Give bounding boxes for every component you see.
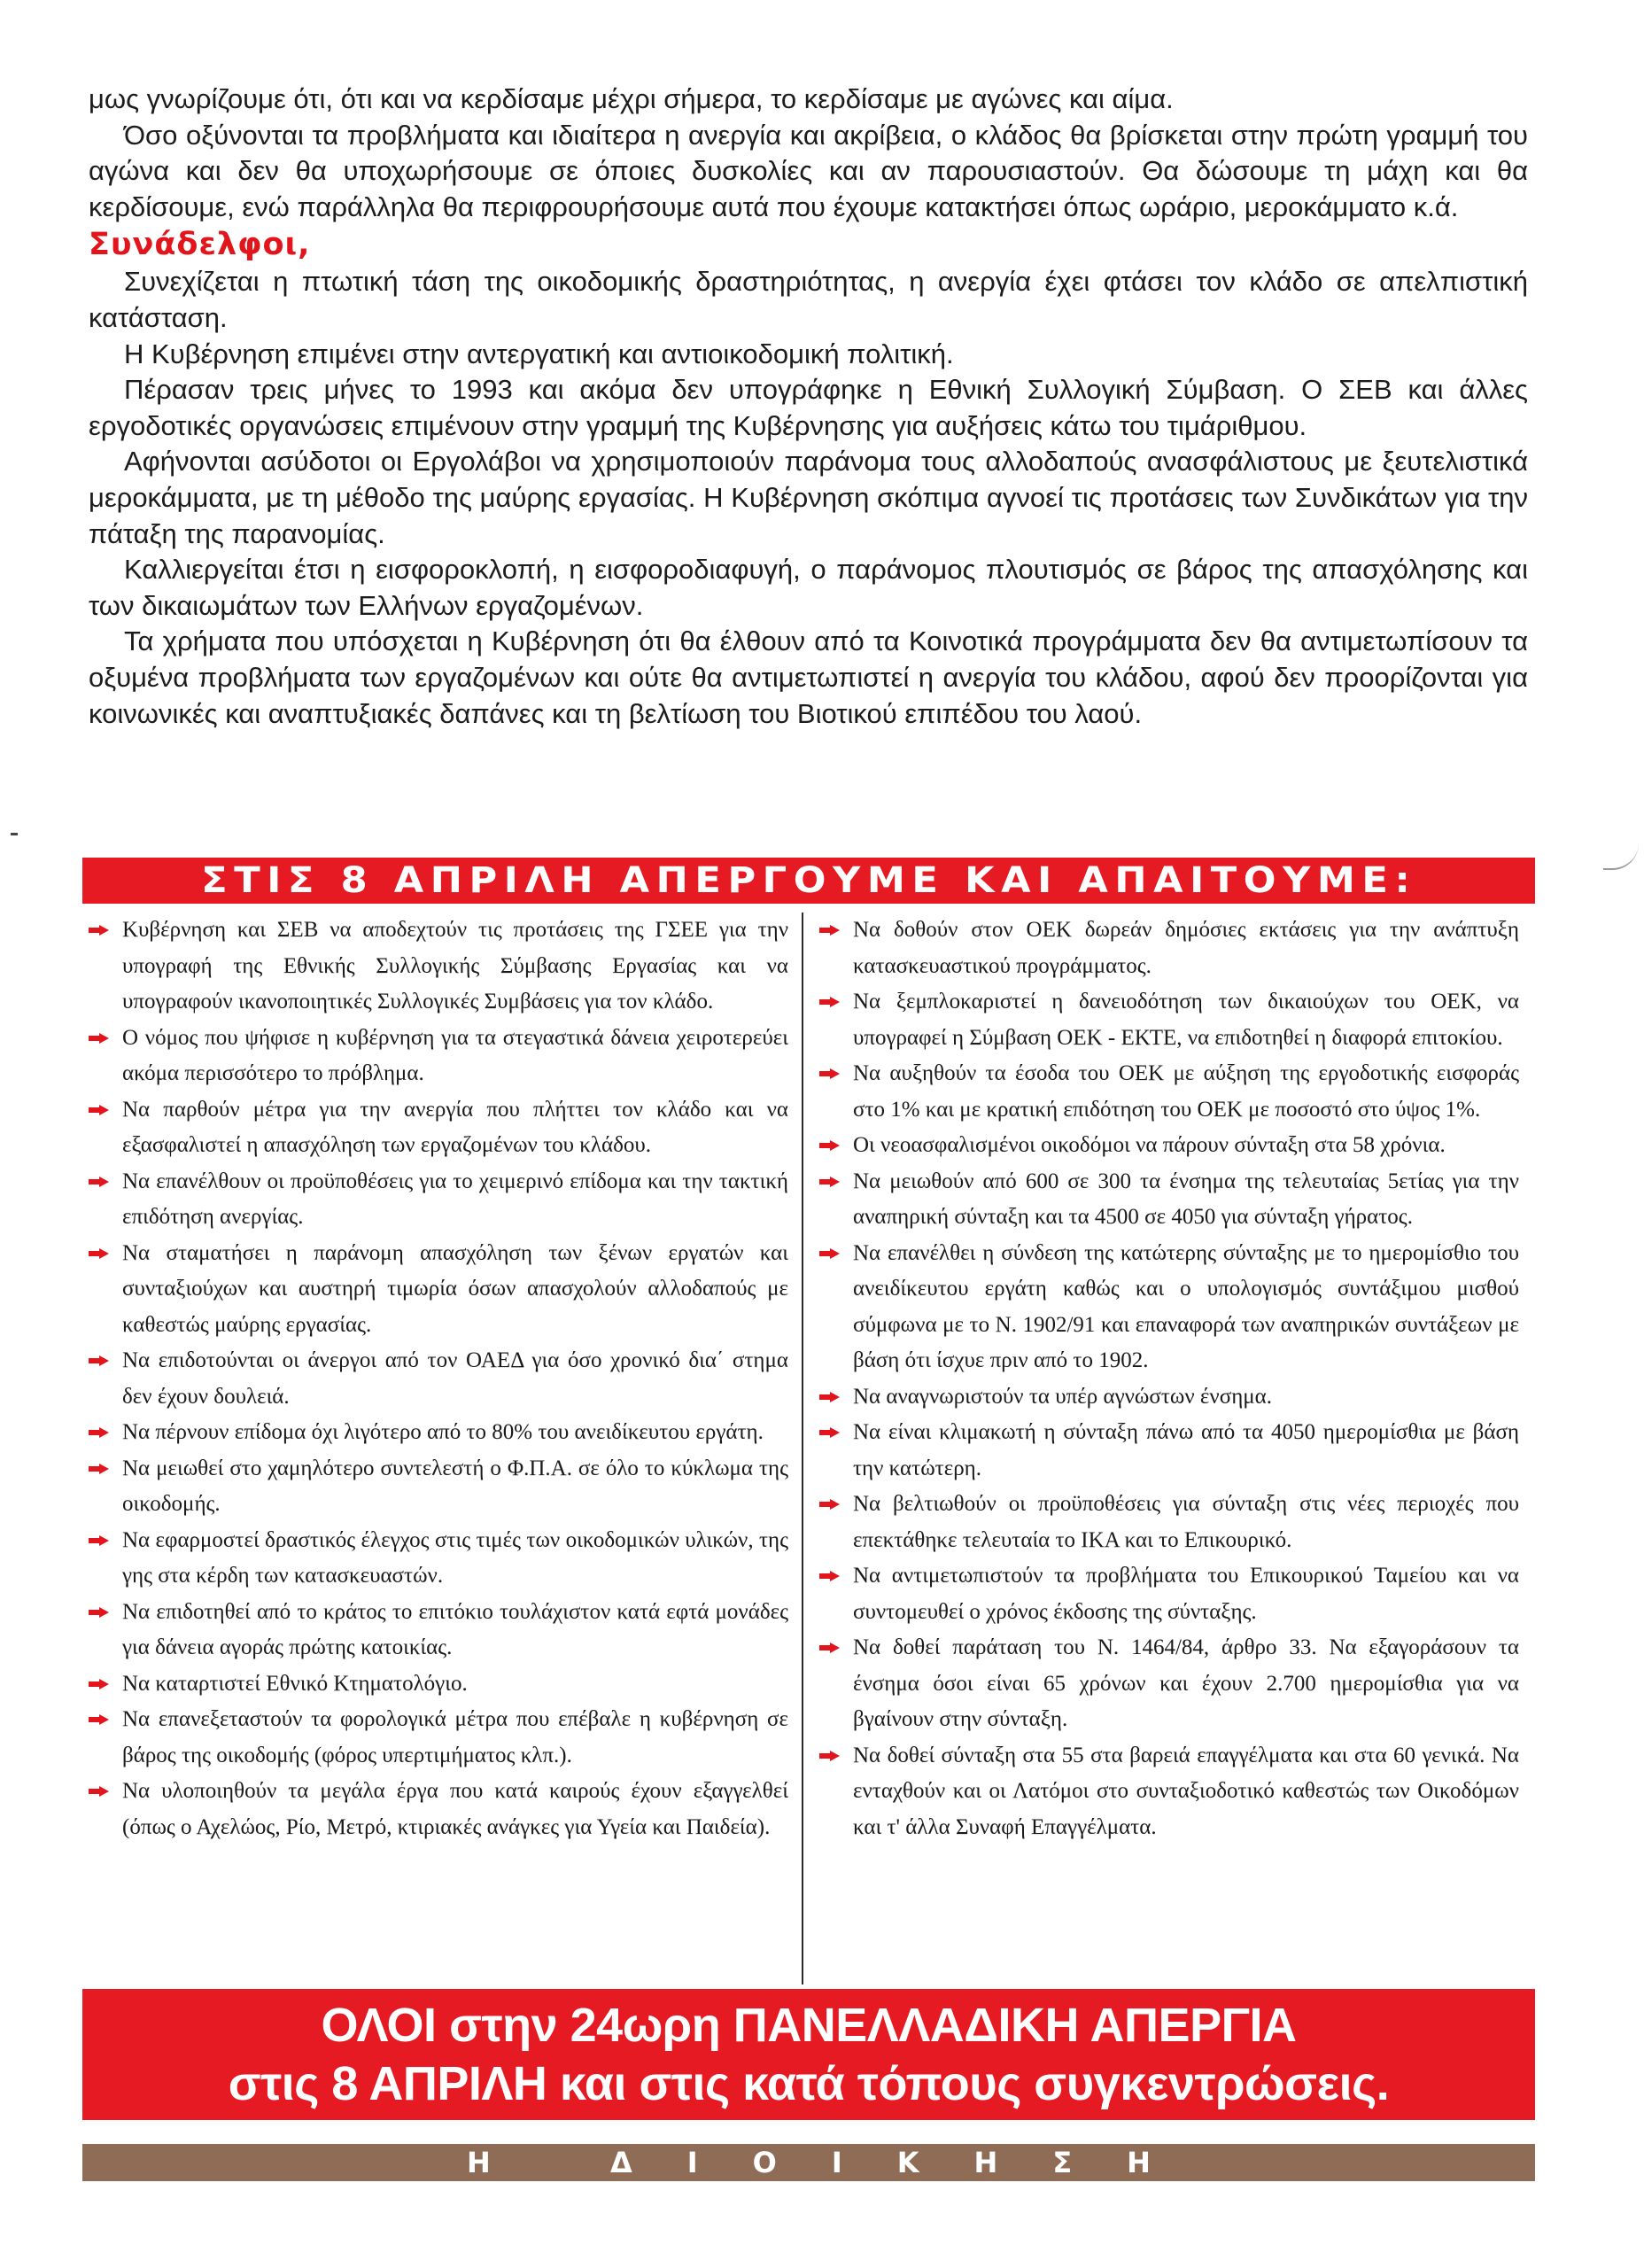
- arrow-bullet-icon: [89, 1714, 110, 1725]
- demand-text: Να επιδοτηθεί από το κράτος το επιτόκιο τουλάχιστον κατά εφτά μονάδες για δάνεια αγοράς πρώτης κατοικίας.: [122, 1599, 788, 1659]
- scan-curve: [1603, 815, 1639, 870]
- demand-text: Να είναι κλιμακωτή η σύνταξη πάνω από τα 4050 ημερομίσθια με βάση την κατώτερη.: [853, 1420, 1519, 1480]
- demand-item: [819, 1128, 1519, 1164]
- demand-item: [89, 1523, 788, 1595]
- demand-text: Να υλοποιηθούν τα μεγάλα έργα που κατά καιρούς έχουν εξαγγελθεί (όπως ο Αχελώος, Ρίο, Μετρό, κτιριακές ανάγκες για Υγεία και Παιδεία).: [122, 1779, 788, 1839]
- demand-text: Να δοθεί σύνταξη στα 55 στα βαρειά επαγγέλματα και στα 60 γενικά. Να ενταχθούν και οι Λατόμοι στο συνταξιοδοτικό καθεστώς των Οικοδόμων και τ' άλλα Συναφή Επαγγέλματα.: [853, 1743, 1519, 1839]
- strike-slogan: [82, 1989, 1535, 2120]
- paragraph-3: Πέρασαν τρεις μήνες το 1993 και ακόμα δεν υπογράφηκε η Εθνική Συλλογική Σύμβαση. Ο ΣΕΒ και άλλες εργοδοτικές οργανώσεις επιμένουν στην γραμμή της Κυβέρνησης για αυξήσεις κάτω του τιμάριθμου.: [89, 374, 1528, 441]
- demand-item: [89, 913, 788, 1021]
- paragraph-4: Αφήνονται ασύδοτοι οι Εργολάβοι να χρησιμοποιούν παράνομα τους αλλοδαπούς ανασφάλιστους με ξευτελιστικά μεροκάμματα, με τη μέθοδο της μαύρης εργασίας. Η Κυβέρνηση σκόπιμα αγνοεί τις προτάσεις των Συνδικάτων για την πάταξη της παρανομίας.: [89, 446, 1528, 549]
- arrow-bullet-icon: [89, 1679, 110, 1689]
- footer-signature: [82, 2144, 1535, 2181]
- arrow-bullet-icon: [89, 1464, 110, 1474]
- demand-item: [89, 1236, 788, 1344]
- demand-item: [819, 1630, 1519, 1738]
- demands-left-column: [89, 913, 788, 1845]
- strike-banner-text: ΣΤΙΣ 8 ΑΠΡΙΛΗ ΑΠΕΡΓΟΥΜΕ ΚΑΙ ΑΠΑΙΤΟΥΜΕ:: [200, 860, 1417, 901]
- demand-item: [819, 913, 1519, 984]
- paragraph-5: Καλλιεργείται έτσι η εισφοροκλοπή, η εισφοροδιαφυγή, ο παράνομος πλουτισμός σε βάρος της απασχόλησης και των δικαιωμάτων των Ελλήνων εργαζομένων.: [89, 554, 1528, 621]
- demand-text: Να βελτιωθούν οι προϋποθέσεις για σύνταξη στις νέες περιοχές που επεκτάθηκε τελευταία το ΙΚΑ και το Επικουρικό.: [853, 1492, 1519, 1552]
- demand-text: Να δοθούν στον ΟΕΚ δωρεάν δημόσιες εκτάσεις για την ανάπτυξη κατασκευαστικού προγράμματος.: [853, 918, 1519, 978]
- demand-item: [819, 1738, 1519, 1846]
- arrow-bullet-icon: [89, 1248, 110, 1259]
- arrow-bullet-icon: [89, 925, 110, 936]
- arrow-bullet-icon: [819, 1427, 841, 1438]
- demand-text: Να επιδοτούνται οι άνεργοι από τον ΟΑΕΔ για όσο χρονικό δια΄ στημα δεν έχουν δουλειά.: [122, 1348, 788, 1409]
- intro-line-2: Όσο οξύνονται τα προβλήματα και ιδιαίτερα η ανεργία και ακρίβεια, ο κλάδος θα βρίσκεται στην πρώτη γραμμή του αγώνα και δεν θα υποχωρήσουμε σε όποιες δυσκολίες και αν παρουσιαστούν. Θα δώσουμε τη μάχη και θα κερδίσουμε, ενώ παράλληλα θα περιφρουρήσουμε αυτά που έχουμε κατακτήσει όπως ωράριο, μεροκάμματο κ.ά.: [89, 119, 1528, 222]
- arrow-bullet-icon: [819, 1571, 841, 1581]
- arrow-bullet-icon: [819, 997, 841, 1007]
- demand-item: [819, 1379, 1519, 1416]
- arrow-bullet-icon: [89, 1355, 110, 1366]
- arrow-bullet-icon: [89, 1033, 110, 1044]
- demand-text: Να σταματήσει η παράνομη απασχόληση των ξένων εργατών και συνταξιούχων και αυστηρή τιμωρία όσων απασχολούν αλλοδαπούς με καθεστώς μαύρης εργασίας.: [122, 1240, 788, 1337]
- arrow-bullet-icon: [89, 1786, 110, 1797]
- paragraph-2: Η Κυβέρνηση επιμένει στην αντεργατική και αντιοικοδομική πολιτική.: [124, 338, 954, 369]
- arrow-bullet-icon: [89, 1535, 110, 1546]
- arrow-bullet-icon: [89, 1105, 110, 1115]
- demands-right-column: [819, 913, 1519, 1845]
- demand-text: Να μειωθούν από 600 σε 300 τα ένσημα της τελευταίας 5ετίας για την αναπηρική σύνταξη και τα 4500 σε 4050 για σύνταξη γήρατος.: [853, 1169, 1519, 1229]
- intro-text: [89, 82, 1528, 732]
- arrow-bullet-icon: [819, 1177, 841, 1187]
- arrow-bullet-icon: [819, 1392, 841, 1402]
- demand-text: Να πέρνουν επίδομα όχι λιγότερο από το 80% του ανειδίκευτου εργάτη.: [122, 1420, 764, 1444]
- demand-text: Να παρθούν μέτρα για την ανεργία που πλήττει τον κλάδο και να εξασφαλιστεί η απασχόληση των εργαζομένων του κλάδου.: [122, 1097, 788, 1157]
- paragraph-6: Τα χρήματα που υπόσχεται η Κυβέρνηση ότι θα έλθουν από τα Κοινοτικά προγράμματα δεν θα αντιμετωπίσουν τα οξυμένα προβλήματα των εργαζομένων και ούτε θα αντιμετωπιστεί η ανεργία του κλάδου, αφού δεν προορίζονται για κοινωνικές και αναπτυξιακές δαπάνες και τη βελτίωση του Βιοτικού επιπέδου του λαού.: [89, 625, 1528, 729]
- demand-item: [89, 1451, 788, 1523]
- arrow-bullet-icon: [89, 1607, 110, 1618]
- demand-text: Ο νόμος που ψήφισε η κυβέρνηση για τα στεγαστικά δάνεια χειροτερεύει ακόμα περισσότερο το πρόβλημα.: [122, 1025, 788, 1085]
- arrow-bullet-icon: [89, 1427, 110, 1438]
- arrow-bullet-icon: [819, 1140, 841, 1151]
- slogan-line-2: στις 8 ΑΠΡΙΛΗ και στις κατά τόπους συγκεντρώσεις.: [228, 2057, 1390, 2110]
- arrow-bullet-icon: [819, 1751, 841, 1761]
- demand-text: Να καταρτιστεί Εθνικό Κτηματολόγιο.: [122, 1671, 468, 1696]
- arrow-bullet-icon: [89, 1177, 110, 1187]
- column-divider: [802, 913, 803, 1984]
- intro-line-1: μως γνωρίζουμε ότι, ότι και να κερδίσαμε μέχρι σήμερα, το κερδίσαμε με αγώνες και αίμα.: [89, 83, 1174, 114]
- arrow-bullet-icon: [819, 1248, 841, 1259]
- demands-right-list: [819, 913, 1519, 1845]
- demand-text: Να επανεξεταστούν τα φορολογικά μέτρα που επέβαλε η κυβέρνηση σε βάρος της οικοδομής (φόρος υπερτιμήματος κλπ.).: [122, 1707, 788, 1767]
- demand-item: [819, 1558, 1519, 1630]
- demands-left-list: [89, 913, 788, 1845]
- demand-item: [89, 1164, 788, 1236]
- footer-text: Η ΔΙΟΙΚΗΣΗ: [467, 2146, 1206, 2179]
- demand-item: [89, 1021, 788, 1092]
- arrow-bullet-icon: [819, 1643, 841, 1653]
- demand-text: Οι νεοασφαλισμένοι οικοδόμοι να πάρουν σύνταξη στα 58 χρόνια.: [853, 1133, 1446, 1157]
- slogan-line-1: ΟΛΟΙ στην 24ωρη ΠΑΝΕΛΛΑΔΙΚΗ ΑΠΕΡΓΙΑ: [321, 1999, 1297, 2052]
- demand-text: Να δοθεί παράταση του Ν. 1464/84, άρθρο 33. Να εξαγοράσουν τα ένσημα όσοι είναι 65 χρόνων και έχουν 2.700 ημερομίσθια για να βγαίνουν στην σύνταξη.: [853, 1635, 1519, 1731]
- scan-mark: [11, 833, 18, 835]
- demand-item: [89, 1343, 788, 1415]
- demand-item: [819, 1164, 1519, 1236]
- demand-item: [89, 1702, 788, 1774]
- arrow-bullet-icon: [819, 1068, 841, 1079]
- demand-text: Να επανέλθει η σύνδεση της κατώτερης σύνταξης με το ημερομίσθιο του ανειδίκευτου εργάτη καθώς και ο υπολογισμός συντάξιμου μισθού σύμφωνα με το Ν. 1902/91 και επαναφορά των αναπηρικών συντάξεων με βάση ότι ίσχυε πριν από το 1902.: [853, 1240, 1519, 1372]
- demand-item: [819, 1415, 1519, 1487]
- demand-item: [89, 1092, 788, 1164]
- demand-text: Να εφαρμοστεί δραστικός έλεγχος στις τιμές των οικοδομικών υλικών, της γης στα κέρδη των κατασκευαστών.: [122, 1527, 788, 1588]
- demand-text: Κυβέρνηση και ΣΕΒ να αποδεχτούν τις προτάσεις της ΓΣΕΕ για την υπογραφή της Εθνικής Συλλογικής Σύμβασης Εργασίας και να υπογραφούν ικανοποιητικές Συλλογικές Συμβάσεις για τον κλάδο.: [122, 918, 788, 1014]
- demand-item: [819, 1487, 1519, 1558]
- demand-item: [819, 1056, 1519, 1128]
- demand-text: Να αντιμετωπιστούν τα προβλήματα του Επικουρικού Ταμείου και να συντομευθεί ο χρόνος έκδοσης της σύνταξης.: [853, 1564, 1519, 1624]
- demand-text: Να μειωθεί στο χαμηλότερο συντελεστή ο Φ.Π.Α. σε όλο το κύκλωμα της οικοδομής.: [122, 1456, 788, 1516]
- demand-text: Να ξεμπλοκαριστεί η δανειοδότηση των δικαιούχων του ΟΕΚ, να υπογραφεί η Σύμβαση ΟΕΚ - ΕΚΤΕ, να επιδοτηθεί η διαφορά επιτοκίου.: [853, 990, 1519, 1050]
- demand-item: [89, 1595, 788, 1666]
- arrow-bullet-icon: [819, 1499, 841, 1510]
- demand-item: [89, 1415, 788, 1451]
- arrow-bullet-icon: [819, 925, 841, 936]
- demand-item: [819, 984, 1519, 1056]
- demand-text: Να επανέλθουν οι προϋποθέσεις για το χειμερινό επίδομα και την τακτική επιδότηση ανεργίας.: [122, 1169, 788, 1229]
- demand-text: Να αναγνωριστούν τα υπέρ αγνώστων ένσημα.: [853, 1384, 1273, 1409]
- strike-banner: [82, 858, 1535, 904]
- demand-item: [819, 1236, 1519, 1379]
- section-heading: Συνάδελφοι,: [89, 227, 311, 263]
- demand-text: Να αυξηθούν τα έσοδα του ΟΕΚ με αύξηση της εργοδοτικής εισφοράς στο 1% και με κρατική επιδότηση του ΟΕΚ με ποσοστό στο ύψος 1%.: [853, 1061, 1519, 1122]
- demand-item: [89, 1666, 788, 1703]
- demand-item: [89, 1774, 788, 1845]
- paragraph-1: Συνεχίζεται η πτωτική τάση της οικοδομικής δραστηριότητας, η ανεργία έχει φτάσει τον κλάδο σε απελπιστική κατάσταση.: [89, 266, 1528, 333]
